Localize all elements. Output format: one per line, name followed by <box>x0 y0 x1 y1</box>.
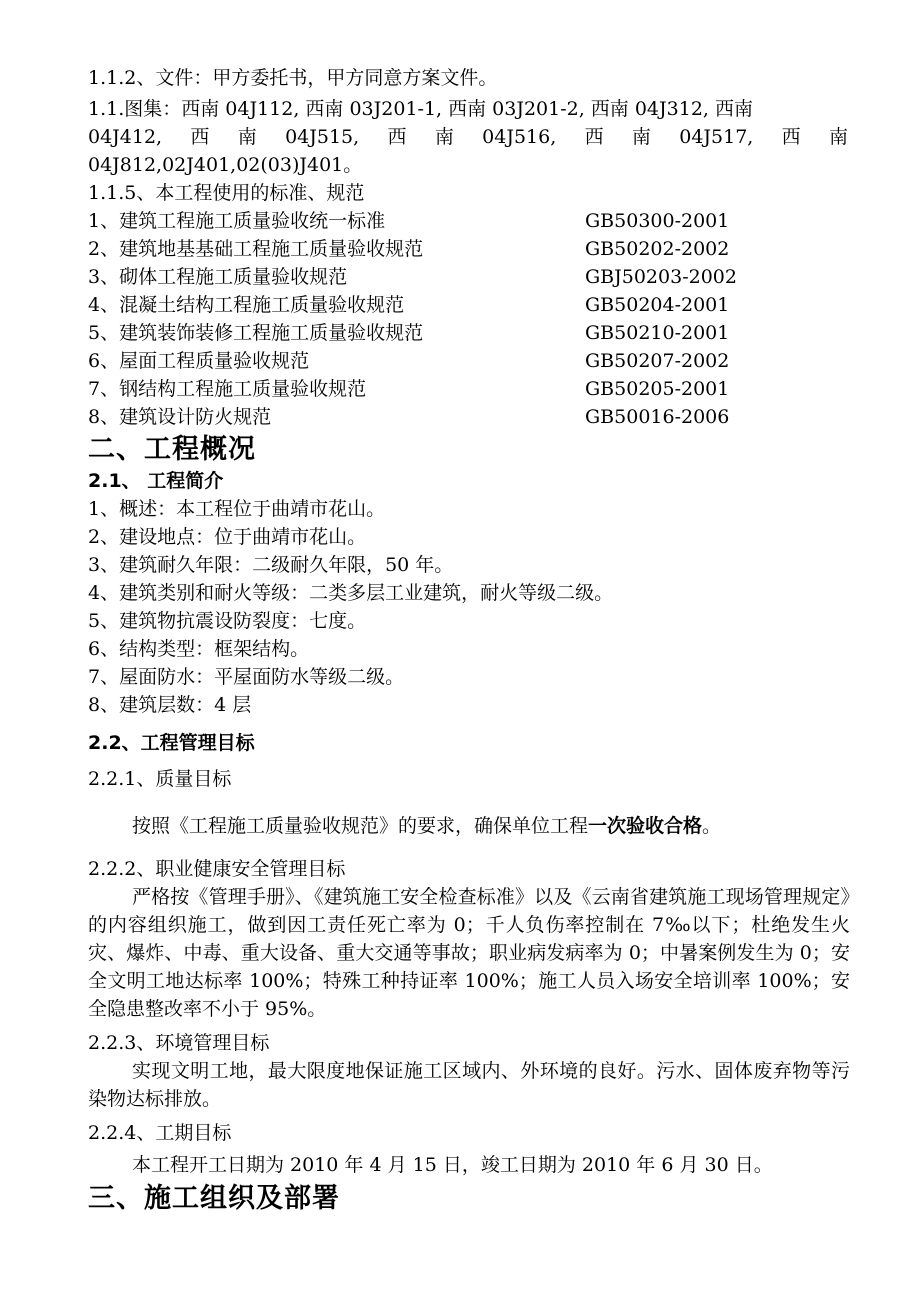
standard-code: GB50207-2002 <box>585 350 730 372</box>
atlas-part: 南 <box>434 126 454 148</box>
standard-row <box>88 207 848 235</box>
standard-row <box>88 375 848 403</box>
standard-row <box>88 319 848 347</box>
standard-row <box>88 347 848 375</box>
standard-name: 4、混凝土结构工程施工质量验收规范 <box>88 294 405 316</box>
quality-text-end: 。 <box>702 815 722 837</box>
atlas-part: 04J517, <box>679 126 754 148</box>
standard-name: 3、砌体工程施工质量验收规范 <box>88 266 348 288</box>
environment-paragraph: 实现文明工地，最大限度地保证施工区域内、外环境的良好。污水、固体废弃物等污染物达标排放。 <box>88 1060 850 1110</box>
doc-line-atlas-end: 04J812,02J401,02(03)J401。 <box>88 154 363 176</box>
atlas-part: 西 <box>190 126 210 148</box>
subsection-title-goals: 2.2、工程管理目标 <box>88 732 255 754</box>
doc-line-atlas-cont <box>88 123 848 151</box>
overview-item: 3、建筑耐久年限：二级耐久年限，50 年。 <box>88 554 454 576</box>
standard-code: GB50204-2001 <box>585 294 730 316</box>
atlas-part: 04J412, <box>88 126 163 148</box>
atlas-part: 04J516, <box>482 126 557 148</box>
standard-name: 6、屋面工程质量验收规范 <box>88 350 310 372</box>
standard-name: 7、钢结构工程施工质量验收规范 <box>88 378 367 400</box>
standard-name: 1、建筑工程施工质量验收统一标准 <box>88 210 386 232</box>
overview-item: 5、建筑物抗震设防裂度：七度。 <box>88 610 367 632</box>
standard-row <box>88 235 848 263</box>
overview-item: 6、结构类型：框架结构。 <box>88 638 310 660</box>
goal-title-environment: 2.2.3、环境管理目标 <box>88 1032 270 1054</box>
atlas-part: 西 <box>781 126 801 148</box>
standard-code: GB50210-2001 <box>585 322 730 344</box>
quality-text: 按照《工程施工质量验收规范》的要求，确保单位工程 <box>132 815 589 837</box>
quality-paragraph <box>132 812 721 840</box>
standard-name: 8、建筑设计防火规范 <box>88 406 272 428</box>
section-title-overview: 二、工程概况 <box>88 434 256 465</box>
quality-emphasis: 一次验收合格 <box>588 815 703 837</box>
doc-line-files: 1.1.2、文件：甲方委托书，甲方同意方案文件。 <box>88 67 498 89</box>
standard-code: GB50300-2001 <box>585 210 730 232</box>
overview-item: 4、建筑类别和耐火等级：二类多层工业建筑，耐火等级二级。 <box>88 582 614 604</box>
goal-title-period: 2.2.4、工期目标 <box>88 1122 232 1144</box>
atlas-part: 南 <box>237 126 257 148</box>
standard-code: GB50202-2002 <box>585 238 730 260</box>
overview-item: 2、建设地点：位于曲靖市花山。 <box>88 526 367 548</box>
standard-row <box>88 263 848 291</box>
standard-code: GBJ50203-2002 <box>585 266 737 288</box>
goal-title-quality: 2.2.1、质量目标 <box>88 768 232 790</box>
doc-line-atlas: 1.1.图集：西南 04J112, 西南 03J201-1, 西南 03J201-2, 西南 04J312, 西南 <box>88 98 753 120</box>
standard-code: GB50205-2001 <box>585 378 730 400</box>
overview-item: 7、屋面防水：平屋面防水等级二级。 <box>88 666 405 688</box>
atlas-part: 南 <box>631 126 651 148</box>
standard-code: GB50016-2006 <box>585 406 730 428</box>
overview-item: 8、建筑层数：4 层 <box>88 694 252 716</box>
goal-title-safety: 2.2.2、职业健康安全管理目标 <box>88 858 346 880</box>
atlas-part: 西 <box>387 126 407 148</box>
standard-row <box>88 403 848 431</box>
overview-item: 1、概述：本工程位于曲靖市花山。 <box>88 498 386 520</box>
section-title-organization: 三、施工组织及部署 <box>88 1183 340 1214</box>
standards-heading: 1.1.5、本工程使用的标准、规范 <box>88 182 365 204</box>
atlas-part: 南 <box>828 126 848 148</box>
atlas-part: 西 <box>584 126 604 148</box>
period-paragraph: 本工程开工日期为 2010 年 4 月 15 日，竣工日期为 2010 年 6 月 30 日。 <box>132 1154 773 1176</box>
safety-paragraph: 严格按《管理手册》、《建筑施工安全检查标准》以及《云南省建筑施工现场管理规定》的内容组织施工，做到因工责任死亡率为 0；千人负伤率控制在 7‰以下；杜绝发生火灾、爆炸、中毒、重大设备、重大交通等事故；职业病发病率为 0；中暑案例发生为 0；安全文明工地达标率 100%；特殊工种持证率 100%；施工人员入场安全培训率 100%；安全隐患整改率不小于 95%。 <box>88 886 850 1020</box>
standard-name: 5、建筑装饰装修工程施工质量验收规范 <box>88 322 424 344</box>
atlas-part: 04J515, <box>285 126 360 148</box>
subsection-title-intro: 2.1、 工程简介 <box>88 470 224 492</box>
standard-row <box>88 291 848 319</box>
standard-name: 2、建筑地基基础工程施工质量验收规范 <box>88 238 424 260</box>
